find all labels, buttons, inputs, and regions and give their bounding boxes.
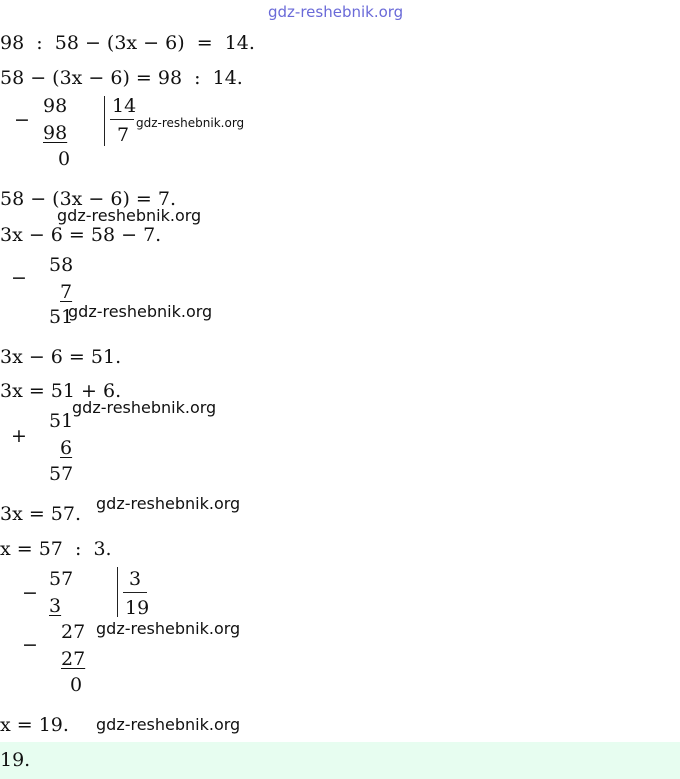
equation-line-6: 3x = 51 + 6.	[0, 380, 122, 402]
division2-horizontal-bar	[123, 592, 147, 593]
division2-intermediate: 27	[61, 621, 86, 643]
equation-line-3: 58 − (3x − 6) = 7.	[0, 188, 177, 210]
division2-dividend: 57	[49, 568, 74, 590]
addition-plus-sign: +	[11, 425, 27, 447]
equation-line-7: 3x = 57.	[0, 503, 82, 525]
equation-line-5: 3x − 6 = 51.	[0, 346, 122, 368]
division-remainder: 0	[58, 148, 71, 170]
subtraction-minuend: 58	[49, 254, 74, 276]
header-watermark: gdz-reshebnik.org	[268, 3, 404, 21]
answer-box	[0, 742, 680, 779]
division2-subtrahend-2: 27	[61, 648, 86, 670]
division-vertical-bar	[104, 96, 105, 146]
watermark-2: gdz-reshebnik.org	[57, 206, 202, 225]
division2-vertical-bar	[117, 567, 118, 617]
division2-minus-sign-2: −	[22, 634, 38, 656]
equation-line-4: 3x − 6 = 58 − 7.	[0, 224, 162, 246]
division-dividend: 98	[43, 95, 68, 117]
equation-line-9: x = 19.	[0, 714, 69, 736]
division-divisor: 14	[112, 95, 137, 117]
division-horizontal-bar	[110, 119, 134, 120]
division-quotient: 7	[117, 124, 130, 146]
division2-remainder: 0	[70, 674, 83, 696]
subtraction-subtrahend: 7	[60, 281, 73, 303]
division2-divisor: 3	[129, 568, 142, 590]
division-minus-sign: −	[14, 109, 30, 131]
equation-line-2: 58 − (3x − 6) = 98 : 14.	[0, 67, 243, 89]
watermark-1: gdz-reshebnik.org	[136, 116, 245, 130]
addition-sum: 57	[49, 463, 74, 485]
subtraction-minus-sign: −	[11, 267, 27, 289]
answer-value: 19.	[0, 749, 31, 771]
division-subtrahend: 98	[43, 122, 68, 144]
watermark-5: gdz-reshebnik.org	[96, 494, 241, 513]
watermark-3: gdz-reshebnik.org	[68, 302, 213, 321]
watermark-7: gdz-reshebnik.org	[96, 715, 241, 734]
division2-minus-sign-1: −	[22, 582, 38, 604]
watermark-4: gdz-reshebnik.org	[72, 398, 217, 417]
subtraction-difference: 51	[49, 306, 74, 328]
addition-first-term: 51	[49, 410, 74, 432]
equation-line-8: x = 57 : 3.	[0, 538, 112, 560]
division2-subtrahend-1: 3	[49, 595, 62, 617]
equation-line-1: 98 : 58 − (3x − 6) = 14.	[0, 32, 255, 54]
division2-quotient: 19	[125, 597, 150, 619]
watermark-6: gdz-reshebnik.org	[96, 619, 241, 638]
addition-second-term: 6	[60, 437, 73, 459]
